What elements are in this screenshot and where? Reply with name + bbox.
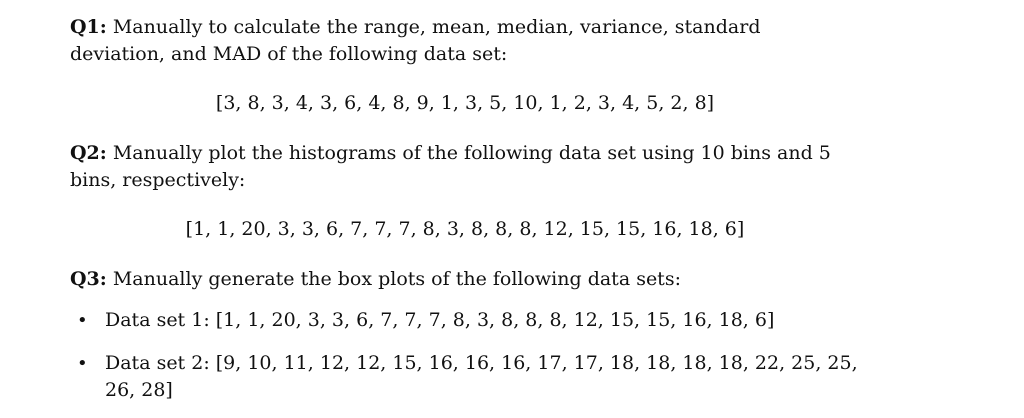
question-1-prompt bbox=[70, 14, 860, 68]
question-1-text: Manually to calculate the range, mean, median, variance, standard deviation, and MAD of the following data set: bbox=[70, 16, 761, 65]
question-1-data-set: [3, 8, 3, 4, 3, 6, 4, 8, 9, 1, 3, 5, 10, 1, 2, 3, 4, 5, 2, 8] bbox=[215, 92, 715, 114]
question-2-text: Manually plot the histograms of the following data set using 10 bins and 5 bins, respectively: bbox=[70, 142, 831, 191]
bullet-icon: • bbox=[77, 310, 88, 331]
question-3 bbox=[70, 266, 860, 293]
data-set-1-item bbox=[77, 307, 865, 334]
question-2-prompt bbox=[70, 140, 860, 194]
bullet-icon: • bbox=[77, 353, 88, 374]
question-3-text: Manually generate the box plots of the following data sets: bbox=[112, 268, 681, 290]
data-set-2-item bbox=[77, 350, 865, 404]
question-1 bbox=[70, 14, 860, 114]
data-set-1-text: Data set 1: [1, 1, 20, 3, 3, 6, 7, 7, 7, 8, 3, 8, 8, 8, 12, 15, 15, 16, 18, 6] bbox=[105, 309, 775, 331]
data-set-2-text: Data set 2: [9, 10, 11, 12, 12, 15, 16, 16, 16, 17, 17, 18, 18, 18, 18, 22, 25, 25, 26, 28] bbox=[105, 352, 858, 401]
question-3-prompt bbox=[70, 266, 860, 293]
question-3-label: Q3: bbox=[70, 268, 107, 290]
question-1-label: Q1: bbox=[70, 16, 107, 38]
question-2-label: Q2: bbox=[70, 142, 107, 164]
question-2 bbox=[70, 140, 860, 240]
question-2-data-set: [1, 1, 20, 3, 3, 6, 7, 7, 7, 8, 3, 8, 8, 8, 12, 15, 15, 16, 18, 6] bbox=[185, 218, 745, 240]
